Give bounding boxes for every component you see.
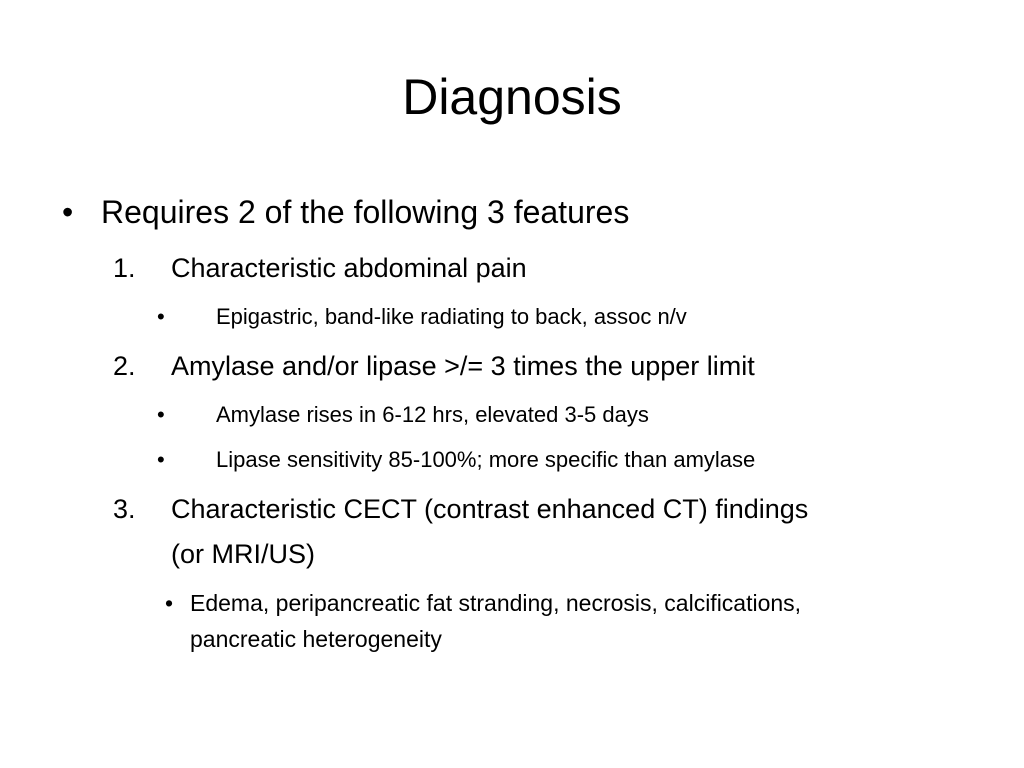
item-3-number: 3. (113, 494, 136, 524)
item-2-sub-1-text: Amylase rises in 6-12 hrs, elevated 3-5 days (216, 402, 649, 427)
item-2-number: 2. (113, 351, 136, 381)
slide-title: Diagnosis (402, 69, 622, 125)
item-1-sub-1-text: Epigastric, band-like radiating to back, assoc n/v (216, 304, 687, 329)
item-3-sub-1-text-line-2: pancreatic heterogeneity (190, 626, 442, 652)
item-2-sub-2-marker: • (157, 447, 165, 472)
item-1-text: Characteristic abdominal pain (171, 253, 527, 283)
item-3-sub-1-marker: • (165, 590, 174, 616)
main-bullet-marker: • (62, 194, 74, 230)
item-3-text-line-1: Characteristic CECT (contrast enhanced CT) findings (171, 494, 809, 524)
item-2-sub-1-marker: • (157, 402, 165, 427)
main-bullet-text: Requires 2 of the following 3 features (101, 194, 630, 230)
item-2-sub-2-text: Lipase sensitivity 85-100%; more specific than amylase (216, 447, 756, 472)
item-1-sub-1-marker: • (157, 304, 165, 329)
item-1-number: 1. (113, 253, 136, 283)
item-3-text-line-2: (or MRI/US) (171, 539, 315, 569)
item-3-sub-1-text-line-1: Edema, peripancreatic fat stranding, necrosis, calcifications, (190, 590, 802, 616)
item-2-text: Amylase and/or lipase >/= 3 times the upper limit (171, 351, 755, 381)
